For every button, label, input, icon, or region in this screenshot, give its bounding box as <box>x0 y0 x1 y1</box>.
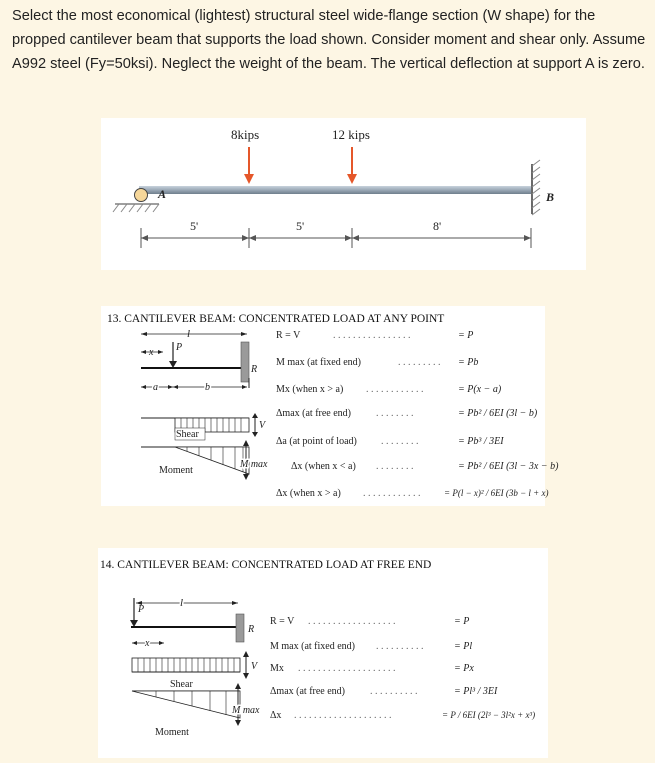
svg-text:. . . . . . . .: . . . . . . . . <box>376 461 414 472</box>
load-1-arrow-icon <box>244 174 254 184</box>
case-13-fig-mmax: M max <box>240 459 268 470</box>
case-14-row-3-value: = Px <box>454 663 474 674</box>
case-14-fig-x: x <box>145 638 150 649</box>
svg-text:. . . . . . . . . .: . . . . . . . . . . <box>376 641 424 652</box>
case-14-shear-label: Shear <box>170 679 193 690</box>
svg-text:. . . . . . . . . . . . . . .: . . . . . . . . . . . . . . . . <box>333 330 411 341</box>
case-14-row-3-label: Mx <box>270 663 284 674</box>
case-13-row-1-value: = P <box>458 330 474 341</box>
svg-text:. . . . . . . . .: . . . . . . . . . <box>398 357 441 368</box>
case-13-row-1-label: R = V <box>276 330 301 341</box>
svg-text:. . . . . . . . . .: . . . . . . . . . . <box>370 686 418 697</box>
case-13-load-arrow-icon <box>169 361 177 368</box>
case-13-shear-label: Shear <box>176 429 199 440</box>
case-13-row-5-label: Δa (at point of load) <box>276 436 357 447</box>
support-b-label: B <box>546 190 555 204</box>
case-13-table <box>101 306 559 506</box>
case-13-row-7-label: Δx (when x > a) <box>276 488 341 499</box>
case-13-row-4-value: = Pb² / 6EI (3l − b) <box>458 408 538 419</box>
case-14-title: 14. CANTILEVER BEAM: CONCENTRATED LOAD AT FREE END <box>100 559 432 571</box>
case-13-row-3-label: Mx (when x > a) <box>276 384 344 395</box>
beam-figure <box>101 118 586 270</box>
case-13-fig-b: b <box>205 382 210 393</box>
case-14-row-4-label: Δmax (at free end) <box>270 686 345 697</box>
case-13-wall <box>241 342 249 382</box>
dimension-line <box>141 228 531 248</box>
case-13-fig-a: a <box>153 382 158 393</box>
case-14-row-4-value: = Pl³ / 3EI <box>454 686 498 697</box>
svg-text:. . . . . . . . . . . .: . . . . . . . . . . . . <box>363 488 421 499</box>
case-14-wall <box>236 614 244 642</box>
svg-text:. . . . . . . . . . . . . . .: . . . . . . . . . . . . . . . . . . . . <box>294 710 392 721</box>
case-14-fig-r: R <box>248 624 255 635</box>
case-14-fig-v: V <box>251 661 258 672</box>
load-2-arrow-icon <box>347 174 357 184</box>
case-13-fig-l: l <box>187 328 191 340</box>
case-14-row-2-value: = Pl <box>454 641 473 652</box>
load-1-label: 8kips <box>231 127 260 142</box>
svg-text:. . . . . . . . . . . . . . .: . . . . . . . . . . . . . . . . . . . . <box>298 663 396 674</box>
case-14-row-1-value: = P <box>454 616 470 627</box>
case-13-fig-v: V <box>259 420 266 431</box>
case-14-row-1-label: R = V <box>270 616 295 627</box>
beam <box>139 186 531 194</box>
support-a-label: A <box>158 187 167 201</box>
case-13-row-7-value: = P(l − x)² / 6EI (3b − l + x) <box>444 488 549 498</box>
case-14-moment-label: Moment <box>155 727 189 738</box>
case-13-row-6-label: Δx (when x < a) <box>291 461 356 472</box>
dim-1-label: 5' <box>190 219 199 233</box>
case-13-row-6-value: = Pb² / 6EI (3l − 3x − b) <box>458 461 559 472</box>
case-14-table <box>98 548 548 758</box>
case-14-row-2-label: M max (at fixed end) <box>270 641 355 652</box>
case-14-formulas <box>270 616 535 721</box>
case-14-fig-l: l <box>180 597 184 609</box>
case-13-row-3-value: = P(x − a) <box>458 384 502 395</box>
svg-text:. . . . . . . . . . . .: . . . . . . . . . . . . <box>366 384 424 395</box>
fixed-support-icon <box>532 160 540 215</box>
case-13-row-2-value: = Pb <box>458 357 479 368</box>
svg-text:. . . . . . . .: . . . . . . . . <box>381 436 419 447</box>
svg-text:. . . . . . . .: . . . . . . . . <box>376 408 414 419</box>
question-text: Select the most economical (lightest) structural steel wide-flange section (W shape) for the propped cantilever beam that supports the load shown. Consider moment and shear only. Assume A992 steel (Fy=50ksi). Neglect the weight of the beam. The vertical deflection at support A is zero. <box>12 8 646 72</box>
case-14-row-5-value: = P / 6EI (2l³ − 3l²x + x³) <box>442 710 536 720</box>
svg-text:. . . . . . . . . . . . . . .: . . . . . . . . . . . . . . . . . . <box>308 616 396 627</box>
case-13-row-2-label: M max (at fixed end) <box>276 357 361 368</box>
load-2-label: 12 kips <box>332 127 370 142</box>
case-13-formulas <box>276 330 559 499</box>
case-13-row-5-value: = Pb³ / 3EI <box>458 436 504 447</box>
case-13-fig-x: x <box>149 347 154 358</box>
case-14-load-arrow-icon <box>130 620 138 627</box>
case-13-title: 13. CANTILEVER BEAM: CONCENTRATED LOAD AT ANY POINT <box>107 313 445 325</box>
dim-2-label: 5' <box>296 219 305 233</box>
case-13-fig-p: P <box>176 342 183 353</box>
case-14-fig-p: P <box>138 604 145 615</box>
case-14-fig-mmax: M max <box>232 705 260 716</box>
case-14-row-5-label: Δx <box>270 710 282 721</box>
dim-3-label: 8' <box>433 219 442 233</box>
case-13-moment-label: Moment <box>159 465 193 476</box>
case-13-fig-r: R <box>251 364 258 375</box>
case-13-row-4-label: Δmax (at free end) <box>276 408 351 419</box>
